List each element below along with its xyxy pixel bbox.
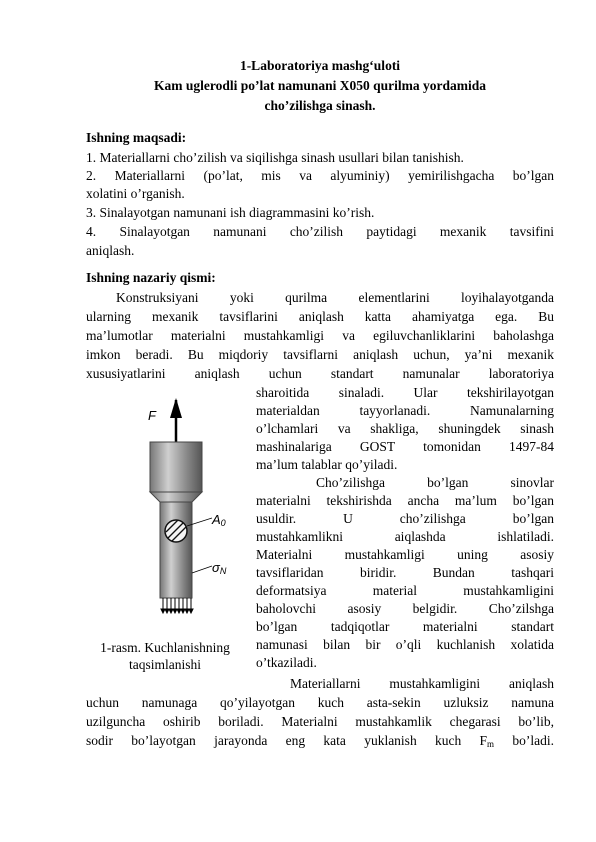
aims-heading: Ishning maqsadi:: [86, 130, 187, 145]
stress-label: [212, 560, 226, 576]
theory-heading: Ishning nazariy qismi:: [86, 270, 216, 285]
theory-p1-line9: mashinalariga GOST tomonidan 1497-84: [256, 439, 554, 454]
theory-p1-line3: ma’lumotlar materialni mustahkamligi va egiluvchanliklarini baholashga: [86, 328, 554, 343]
theory-p2-line6: tavsiflaridan biridir. Bundan tashqari: [256, 565, 554, 580]
document-title-line2: cho’zilishga sinash.: [264, 98, 376, 113]
theory-p2-line2: materialni tekshirishda ancha ma’lum bo’lgan: [256, 493, 554, 508]
theory-p2-line10: namunasi bilan bir o’qli kuchlanish xolatida: [256, 637, 554, 652]
theory-p3-line4: [86, 733, 554, 752]
theory-p1-line8: o’lchamlari va shakliga, shuningdek sinash: [256, 421, 554, 436]
theory-p2-line7: deformatsiya material mustahkamligini: [256, 583, 554, 598]
theory-p1-line4: imkon beradi. Bu miqdoriy tavsiflarni aniqlash uchun, ya’ni mexanik: [86, 347, 554, 362]
area-label: [212, 512, 226, 528]
aim-item-4-line2: aniqlash.: [86, 243, 135, 258]
theory-p2-line11: o’tkaziladi.: [256, 655, 317, 670]
document-title-line1: Kam uglerodli po’lat namunani X050 qurilma yordamida: [153, 78, 487, 93]
figure-caption-line2: taqsimlanishi: [129, 657, 201, 672]
area-label-symbol: A: [212, 512, 221, 527]
aim-item-1: 1. Materiallarni cho’zilish va siqilishga sinash usullari bilan tanishish.: [86, 150, 464, 165]
aim-item-2-line2: xolatini o’rganish.: [86, 186, 185, 201]
specimen-head: [150, 442, 202, 492]
theory-p3-line4-end: bo’ladi.: [494, 733, 554, 748]
theory-p1-line1: Konstruksiyani yoki qurilma elementlarini loyihalayotganda: [116, 290, 554, 305]
theory-p3-line4-main: sodir bo’layotgan jarayonda eng kata yuklanish kuch F: [86, 733, 488, 748]
aim-item-2-line1: 2. Materiallarni (po’lat, mis va alyuminiy) yemirilishgacha bo’lgan: [86, 168, 554, 183]
theory-p3-line2: uchun namunaga qo’yilayotgan kuch asta-sekin uzluksiz namuna: [86, 695, 554, 710]
theory-p2-line5: Materialni mustahkamligi uning asosiy: [256, 547, 554, 562]
force-subscript: m: [487, 739, 495, 749]
theory-p1-line10: ma’lum talablar qo’yiladi.: [256, 457, 398, 472]
theory-p1-line7: materialdan tayyorlanadi. Namunalarning: [256, 403, 554, 418]
aim-item-3: 3. Sinalayotgan namunani ish diagrammasini ko’rish.: [86, 205, 375, 220]
lab-number-title: 1-Laboratoriya mashg‘uloti: [239, 58, 401, 73]
specimen-figure: [100, 398, 240, 630]
stress-label-symbol: σ: [212, 560, 220, 575]
area-label-subscript: 0: [220, 518, 226, 528]
force-arrow-icon: [170, 398, 182, 442]
theory-p3-line1: Materiallarni mustahkamligini aniqlash: [290, 676, 554, 691]
theory-p2-line3: usuldir. U cho’zilishga bo’lgan: [256, 511, 554, 526]
aim-item-4-line1: 4. Sinalayotgan namunani cho’zilish paytidagi mexanik tavsifini: [86, 224, 554, 239]
force-label: F: [148, 408, 156, 423]
theory-p2-line8: baholovchi asosiy belgidir. Cho’zilshga: [256, 601, 554, 616]
theory-p1-line5: xususiyatlarini aniqlash uchun standart namunalar laboratoriya: [86, 366, 554, 381]
cross-section-icon: [165, 520, 187, 542]
specimen-shaft: [160, 502, 192, 598]
figure-caption-line1: 1-rasm. Kuchlanishning: [100, 640, 230, 655]
theory-p2-line9: bo’lgan tadqiqotlar materialni standart: [256, 619, 554, 634]
theory-p2-line1: Cho’zilishga bo’lgan sinovlar: [316, 475, 554, 490]
theory-p2-line4: mustahkamlikni aiqlashda ishlatiladi.: [256, 529, 554, 544]
theory-p3-line3: uzilguncha oshirib boriladi. Materialni mustahkamlik chegarasi bo’lib,: [86, 714, 554, 729]
stress-arrows-icon: [161, 598, 193, 613]
stress-label-subscript: N: [219, 566, 227, 576]
theory-p1-line6: sharoitida sinaladi. Ular tekshirilayotgan: [256, 385, 554, 400]
theory-p1-line2: ularning mexanik tavsiflarini aniqlash katta ahamiyatga ega. Bu: [86, 309, 554, 324]
